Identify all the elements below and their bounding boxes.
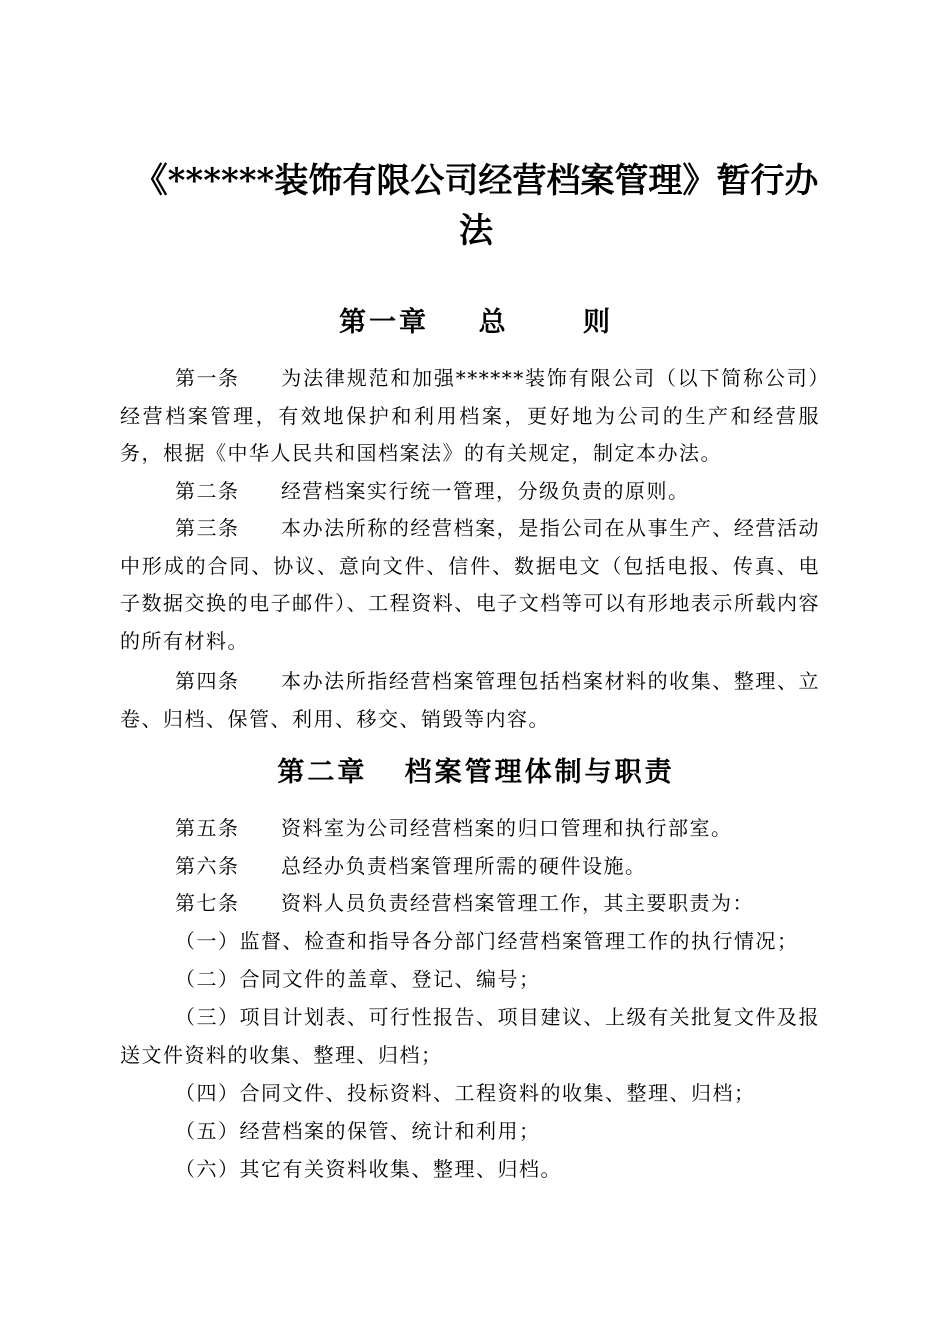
article-4 [120, 663, 820, 738]
article-text: 本办法所指经营档案管理包括档案材料的收集、整理、立卷、归档、保管、利用、移交、销毁等内容。 [120, 669, 820, 731]
duty-item: （一）监督、检查和指导各分部门经营档案管理工作的执行情况； [175, 929, 799, 953]
document-title: 《******装饰有限公司经营档案管理》暂行办法 [133, 161, 819, 251]
duty-item: （三）项目计划表、可行性报告、项目建议、上级有关批复文件及报送文件资料的收集、整理、归档； [120, 1005, 820, 1067]
article-text: 资料人员负责经营档案管理工作，其主要职责为： [281, 891, 754, 915]
article-label: 第四条 [175, 669, 240, 693]
article-label: 第二条 [175, 479, 240, 503]
article-7 [120, 885, 820, 923]
article-label: 第三条 [175, 516, 240, 540]
article-text: 经营档案实行统一管理，分级负责的原则。 [281, 479, 690, 503]
duty-item: （二）合同文件的盖章、登记、编号； [175, 967, 541, 991]
article-text: 总经办负责档案管理所需的硬件设施。 [281, 854, 647, 878]
duty-item: （五）经营档案的保管、统计和利用； [175, 1119, 541, 1143]
duty-item: （六）其它有关资料收集、整理、归档。 [175, 1157, 562, 1181]
duty-item: （四）合同文件、投标资料、工程资料的收集、整理、归档； [175, 1081, 756, 1105]
article-2 [120, 473, 820, 511]
article-label: 第七条 [175, 891, 240, 915]
article-text: 本办法所称的经营档案，是指公司在从事生产、经营活动中形成的合同、协议、意向文件、信件、数据电文（包括电报、传真、电子数据交换的电子邮件）、工程资料、电子文档等可以有形地表示所载内容的所有材料。 [120, 516, 820, 653]
article-1 [120, 360, 820, 473]
article-5 [120, 810, 820, 848]
article-label: 第一条 [175, 366, 240, 390]
chapter-heading-2: 第二章 档案管理体制与职责 [277, 757, 675, 788]
article-text: 资料室为公司经营档案的归口管理和执行部室。 [281, 816, 733, 840]
article-6 [120, 848, 820, 886]
article-text: 为法律规范和加强******装饰有限公司（以下简称公司）经营档案管理，有效地保护和利用档案，更好地为公司的生产和经营服务，根据《中华人民共和国档案法》的有关规定，制定本办法。 [120, 366, 820, 465]
article-label: 第六条 [175, 854, 240, 878]
chapter-heading-1: 第一章 总 则 [339, 307, 613, 338]
article-label: 第五条 [175, 816, 240, 840]
article-3 [120, 510, 820, 660]
